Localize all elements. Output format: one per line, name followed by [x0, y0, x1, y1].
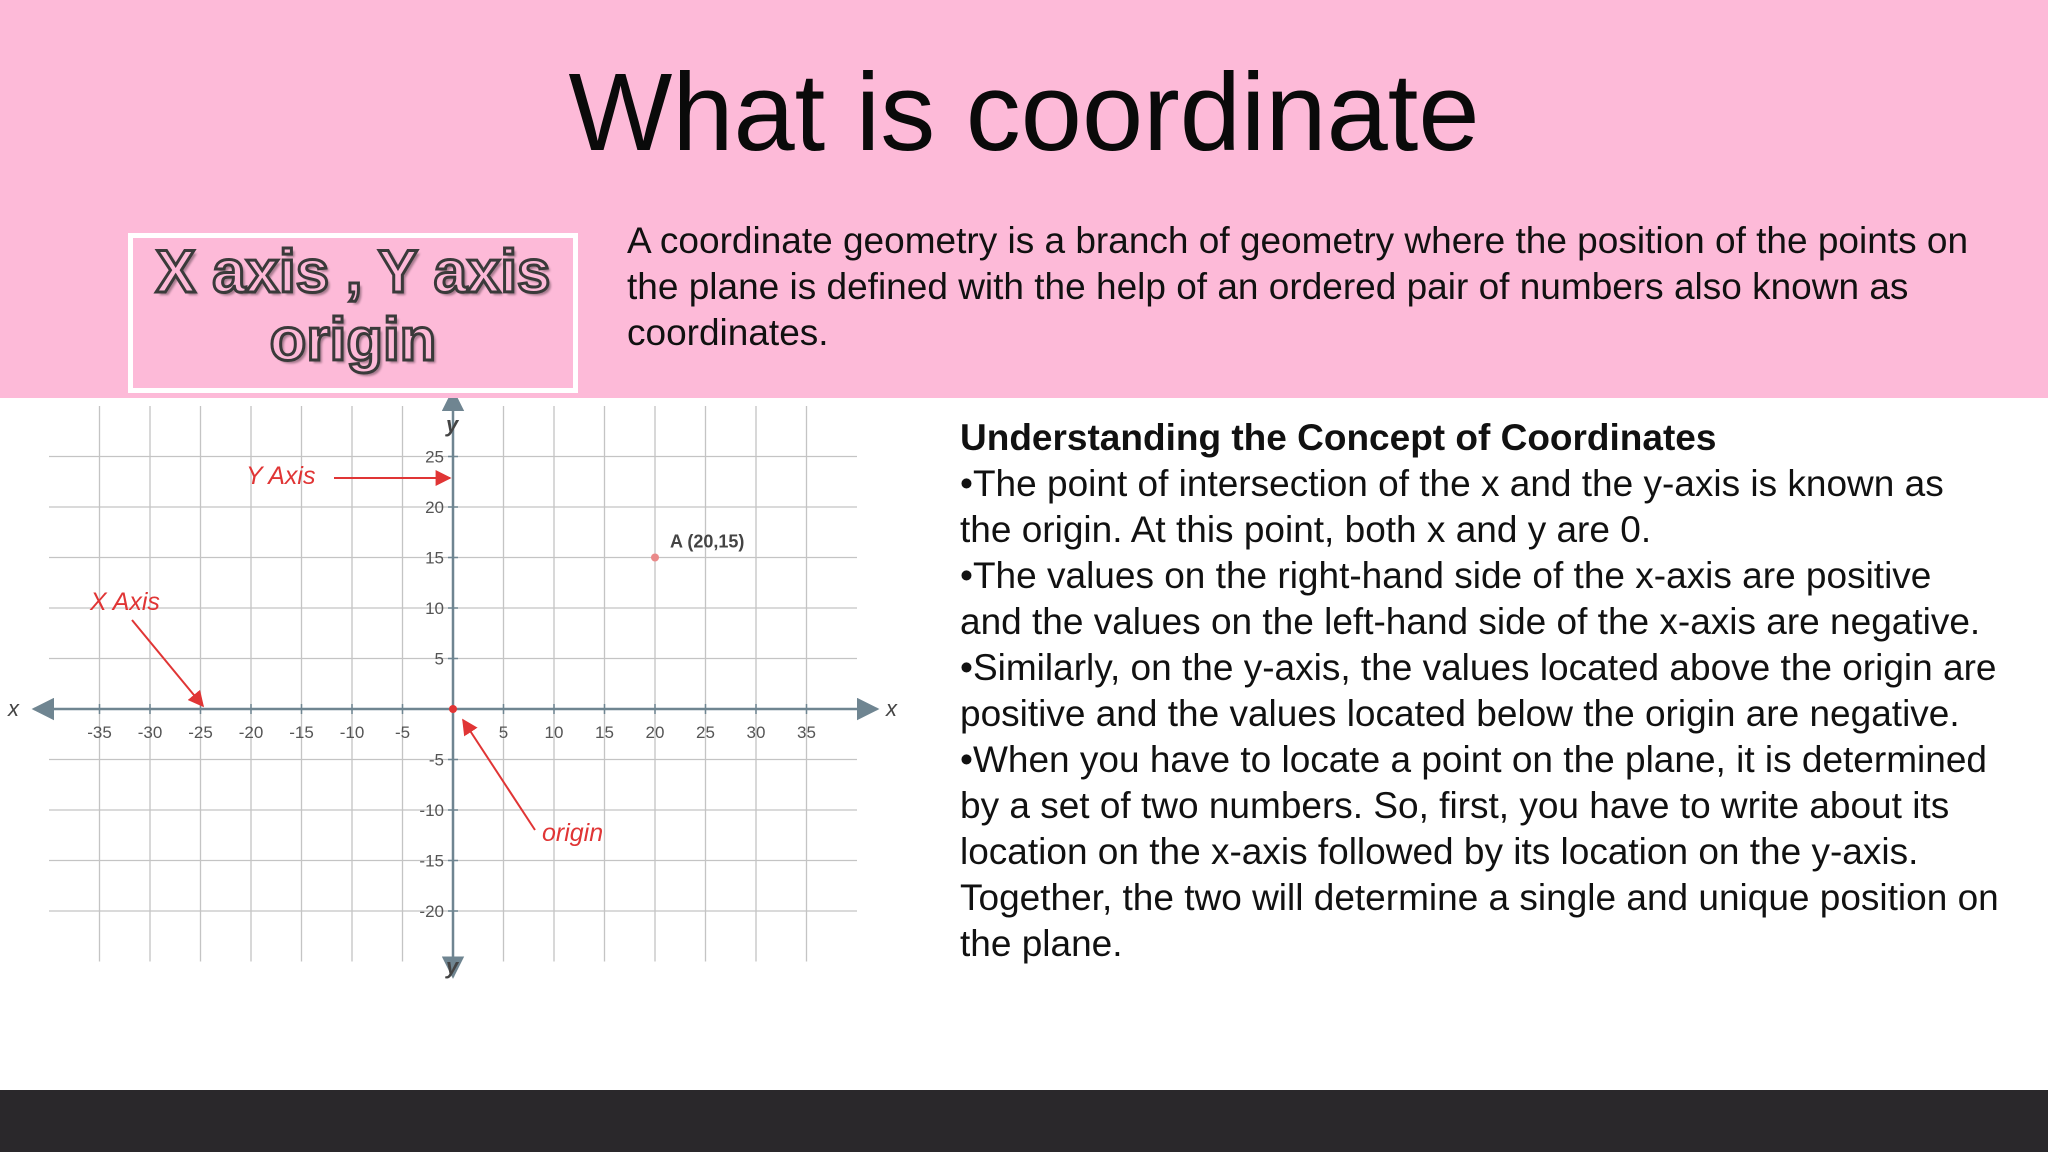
bullet-2: •The values on the right-hand side of the x-axis are positive and the values on the left-hand side of the x-axis are negative.: [960, 555, 1981, 642]
x-tick-label: 15: [595, 723, 614, 742]
intro-text: A coordinate geometry is a branch of geometry where the position of the points on the plane is defined with the help of an ordered pair of numbers also known as coordinates.: [627, 220, 1969, 353]
explanation-heading: Understanding the Concept of Coordinates: [960, 417, 1717, 458]
x-tick-label: 5: [498, 723, 509, 742]
origin-marker: [449, 705, 457, 713]
x-axis-annotation: X Axis: [90, 588, 160, 616]
explanation-text: [960, 415, 2000, 967]
slide-title: What is coordinate: [568, 51, 1480, 174]
x-tick-label: -10: [339, 723, 365, 742]
x-tick-label: 20: [645, 723, 665, 742]
y-tick-label: -10: [419, 801, 444, 820]
y-tick-label: 10: [425, 599, 444, 618]
label-line-1: X axis , Y axis: [155, 238, 551, 305]
x-tick-label: 25: [696, 723, 715, 742]
y-tick-label: 15: [425, 548, 444, 568]
y-tick-label: 5: [434, 649, 444, 669]
point-a-label: A (20,15): [670, 531, 745, 552]
bullet-1: •The point of intersection of the x and the y-axis is known as the origin. At this point, both x and y are 0.: [960, 463, 1944, 550]
x-tick-label: -35: [87, 723, 112, 742]
footer-bar: [0, 1090, 2048, 1152]
y-tick-label: 20: [425, 498, 444, 517]
x-axis-name-right: x: [886, 696, 897, 721]
coordinate-plane: [0, 398, 910, 998]
x-tick-label: -20: [238, 723, 264, 742]
y-axis-name-bottom: y: [446, 954, 459, 979]
x-axis-annotation-arrow: [132, 620, 203, 706]
y-tick-label: 25: [425, 447, 444, 467]
origin-annotation: origin: [542, 819, 604, 847]
x-tick-label: -30: [137, 723, 163, 742]
x-tick-label: 10: [544, 723, 564, 742]
y-tick-label: -20: [419, 902, 444, 921]
y-tick-label: -5: [428, 750, 444, 770]
bullet-4: •When you have to locate a point on the plane, it is determined by a set of two numbers. So, first, you have to write about its location on the x-axis followed by its location on the y-axis. Together, the two will determine a single and unique position on the plane.: [960, 739, 1999, 964]
x-tick-label: -15: [289, 723, 314, 742]
y-axis-name-top: y: [446, 412, 459, 437]
x-tick-label: 30: [746, 723, 766, 742]
x-tick-label: -5: [394, 723, 411, 742]
y-axis-annotation: Y Axis: [246, 462, 316, 490]
bullet-3: •Similarly, on the y-axis, the values located above the origin are positive and the values located below the origin are negative.: [960, 647, 1997, 734]
point-a-marker: [651, 554, 659, 562]
x-axis-name-left: x: [8, 696, 19, 721]
label-line-2: origin: [269, 306, 437, 373]
x-tick-label: -25: [188, 723, 213, 742]
y-tick-label: -15: [419, 851, 444, 871]
x-tick-label: 35: [797, 723, 816, 742]
axis-label-box: [128, 233, 578, 393]
